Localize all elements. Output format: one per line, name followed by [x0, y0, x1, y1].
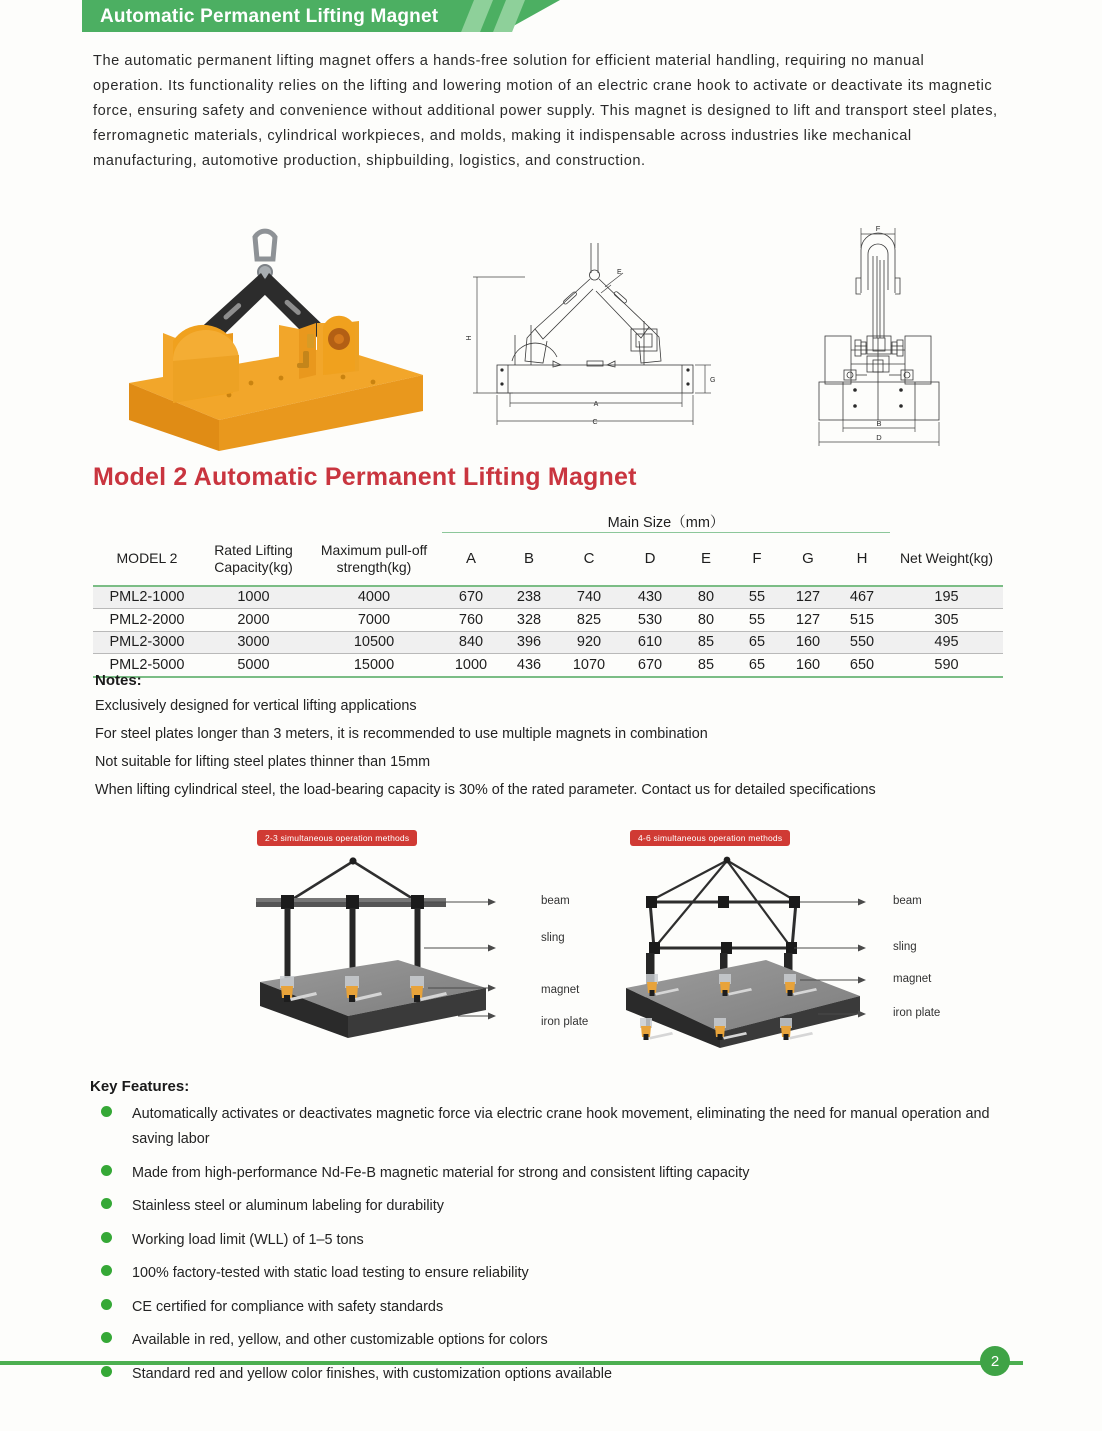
table-head	[93, 508, 1003, 586]
cell-size-c: 740	[558, 586, 620, 609]
col-header-netweight: Net Weight(kg)	[899, 550, 994, 566]
cell-size-b: 436	[516, 656, 542, 673]
table-row	[93, 609, 1003, 632]
label-right-sling: sling	[893, 941, 917, 953]
feature-text: Stainless steel or aluminum labeling for durability	[132, 1198, 444, 1214]
cell-size-c: 1070	[572, 656, 606, 673]
bullet-dot-icon	[101, 1198, 112, 1209]
cell-size-b: 238	[500, 586, 558, 609]
bullet-dot-icon	[101, 1106, 112, 1117]
product-figures	[93, 213, 1003, 453]
label-left-magnet: magnet	[541, 984, 580, 996]
cell-size-b: 328	[500, 609, 558, 632]
col-header-model: MODEL 2	[93, 533, 201, 586]
col-header-h: H	[856, 550, 868, 568]
cell-size-f: 55	[732, 609, 782, 632]
cell-size-g: 127	[782, 609, 834, 632]
bullet-dot-icon	[101, 1332, 112, 1343]
operation-methods-section	[93, 826, 1003, 1056]
dim-label-b: B	[876, 419, 882, 428]
cell-model: PML2-2000	[93, 609, 201, 632]
cell-size-f: 65	[732, 631, 782, 654]
cell-pulloff: 4000	[306, 586, 442, 609]
note-item: Exclusively designed for vertical lifting applications	[95, 698, 417, 714]
dim-label-e: E	[617, 269, 622, 276]
table-row	[93, 586, 1003, 609]
notes-list	[95, 697, 1000, 800]
operation-diagram-3-magnets	[248, 856, 498, 1051]
page-title: Automatic Permanent Lifting Magnet	[100, 6, 439, 27]
col-header-f: F	[752, 550, 762, 568]
cell-size-d: 610	[620, 631, 680, 654]
note-item: For steel plates longer than 3 meters, it is recommended to use multiple magnets in combination	[95, 726, 708, 742]
cell-rated: 3000	[201, 631, 306, 654]
bullet-dot-icon	[101, 1165, 112, 1176]
cell-size-c: 920	[558, 631, 620, 654]
dim-label-a: A	[593, 401, 599, 408]
cell-pulloff: 10500	[306, 631, 442, 654]
side-view-drawing	[805, 218, 990, 450]
cell-model: PML2-3000	[93, 631, 201, 654]
product-photo	[111, 215, 441, 453]
cell-pulloff: 7000	[306, 609, 442, 632]
label-right-iron-plate: iron plate	[893, 1007, 941, 1019]
dim-label-d: D	[876, 433, 882, 442]
feature-text: Available in red, yellow, and other customizable options for colors	[132, 1332, 548, 1348]
table-row	[93, 631, 1003, 654]
key-features-section	[90, 1078, 1005, 1395]
cell-rated: 1000	[201, 586, 306, 609]
cell-size-g: 160	[782, 631, 834, 654]
table-body	[93, 586, 1003, 677]
note-item: When lifting cylindrical steel, the load-bearing capacity is 30% of the rated parameter. Contact us for detailed specifications	[95, 782, 876, 798]
cell-rated: 2000	[201, 609, 306, 632]
feature-text: Automatically activates or deactivates magnetic force via electric crane hook movement, eliminating the need for manual operation and saving labor	[132, 1106, 990, 1147]
cell-size-c: 825	[558, 609, 620, 632]
specification-table-wrapper	[93, 508, 1003, 678]
feature-text: 100% factory-tested with static load testing to ensure reliability	[132, 1265, 529, 1281]
cell-netweight: 305	[890, 609, 1003, 632]
feature-text: Made from high-performance Nd-Fe-B magnetic material for strong and consistent lifting capacity	[132, 1164, 750, 1181]
cell-size-h: 650	[849, 656, 875, 673]
label-right-beam: beam	[893, 895, 922, 907]
feature-text: CE certified for compliance with safety standards	[132, 1298, 444, 1315]
dim-label-g: G	[710, 377, 716, 384]
bullet-dot-icon	[101, 1265, 112, 1276]
col-header-e: E	[700, 550, 711, 568]
notes-section	[95, 672, 1000, 809]
section-heading: Model 2 Automatic Permanent Lifting Magnet	[93, 463, 637, 491]
specification-table	[93, 508, 1003, 678]
cell-size-g: 160	[795, 656, 821, 673]
cell-size-h: 467	[834, 586, 890, 609]
cell-size-d: 670	[637, 656, 663, 673]
col-header-a: A	[465, 550, 476, 568]
page-number-badge: 2	[980, 1346, 1010, 1376]
feature-item	[90, 1295, 1005, 1320]
label-left-sling: sling	[541, 932, 565, 944]
cell-pulloff: 15000	[353, 656, 395, 673]
cell-model: PML2-5000	[109, 656, 185, 673]
feature-item	[90, 1362, 1005, 1387]
cell-size-e: 85	[680, 631, 732, 654]
col-header-pulloff: Maximum pull-off strength(kg)	[320, 541, 428, 575]
badge-2-3-methods: 2-3 simultaneous operation methods	[257, 830, 417, 846]
key-features-title: Key Features:	[90, 1078, 190, 1095]
col-header-b: B	[523, 550, 534, 568]
cell-size-b: 396	[500, 631, 558, 654]
cell-size-d: 530	[620, 609, 680, 632]
front-view-drawing	[465, 243, 735, 438]
notes-title: Notes:	[95, 672, 142, 689]
cell-size-f: 55	[732, 586, 782, 609]
cell-size-h: 515	[834, 609, 890, 632]
label-right-magnet: magnet	[893, 973, 932, 985]
col-header-g: G	[802, 550, 814, 568]
main-size-header: Main Size（mm）	[442, 508, 890, 533]
spacer-cell-right	[890, 508, 1003, 533]
intro-paragraph: The automatic permanent lifting magnet offers a hands-free solution for efficient material handling, requiring no manual operation. Its functionality relies on the lifting and lowering motion of an electric crane hook to activate or deactivate its magnetic force, ensuring safety and convenience without additional power supply. This magnet is designed to lift and transport steel plates, ferromagnetic materials, cylindrical workpieces, and molds, making it indispensable across industries like mechanical manufacturing, automotive production, shipbuilding, logistics, and construction.	[93, 53, 998, 169]
col-header-c: C	[583, 550, 595, 568]
label-left-iron-plate: iron plate	[541, 1016, 589, 1028]
page-header-banner	[82, 0, 560, 32]
label-left-beam: beam	[541, 895, 570, 907]
cell-size-a: 1000	[454, 656, 488, 673]
feature-item	[90, 1102, 1005, 1152]
feature-item	[90, 1328, 1005, 1353]
bullet-dot-icon	[101, 1299, 112, 1310]
operation-diagram-6-magnets	[618, 856, 868, 1051]
bullet-dot-icon	[101, 1232, 112, 1243]
cell-netweight: 195	[890, 586, 1003, 609]
feature-text: Standard red and yellow color finishes, with customization options available	[132, 1365, 612, 1382]
cell-size-e: 80	[680, 609, 732, 632]
dim-label-f: F	[875, 224, 881, 233]
cell-rated: 5000	[237, 656, 270, 673]
cell-size-a: 760	[442, 609, 500, 632]
badge-4-6-methods: 4-6 simultaneous operation methods	[630, 830, 790, 846]
feature-item	[90, 1194, 1005, 1219]
note-item: Not suitable for lifting steel plates thinner than 15mm	[95, 754, 431, 770]
cell-size-g: 127	[782, 586, 834, 609]
footer-divider	[0, 1361, 1023, 1365]
dim-label-c: C	[592, 419, 598, 426]
cell-size-d: 430	[620, 586, 680, 609]
feature-item	[90, 1161, 1005, 1186]
cell-size-f: 65	[748, 656, 766, 673]
col-header-d: D	[644, 550, 656, 568]
cell-netweight: 495	[890, 631, 1003, 654]
cell-size-a: 840	[442, 631, 500, 654]
cell-netweight: 590	[934, 656, 959, 673]
key-features-list	[90, 1102, 1005, 1387]
dim-label-h: H	[466, 335, 473, 341]
cell-size-e: 80	[680, 586, 732, 609]
feature-item	[90, 1228, 1005, 1253]
cell-size-e: 85	[697, 656, 715, 673]
feature-item	[90, 1261, 1005, 1286]
spacer-cell	[93, 508, 442, 533]
col-header-rated: Rated Lifting Capacity(kg)	[214, 541, 293, 575]
cell-size-h: 550	[834, 631, 890, 654]
feature-text: Working load limit (WLL) of 1–5 tons	[132, 1231, 364, 1248]
bullet-dot-icon	[101, 1366, 112, 1377]
cell-size-a: 670	[442, 586, 500, 609]
cell-model: PML2-1000	[93, 586, 201, 609]
